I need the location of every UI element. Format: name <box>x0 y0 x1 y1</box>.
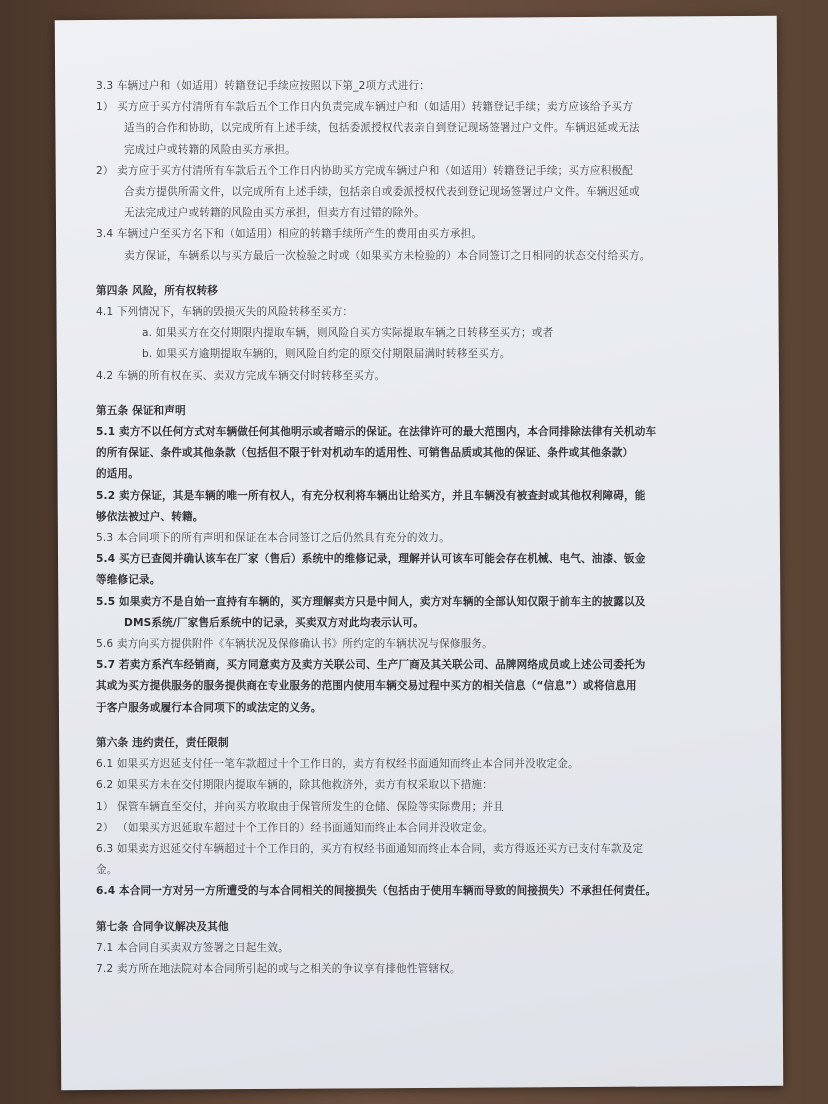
text-line: 卖方保证，车辆系以与买方最后一次检验之时或（如果买方未检验的）本合同签订之日相同的状态交付给买方。 <box>124 249 651 262</box>
text-line: 4.1 下列情况下，车辆的毁损灭失的风险转移至买方： <box>96 306 354 319</box>
text-line: 7.1 本合同自买卖双方签署之日起生效。 <box>96 941 289 954</box>
text-line: 2） 卖方应于买方付清所有车款后五个工作日内协助买方完成车辆过户和（如适用）转籍登记手续；买方应积极配 <box>96 164 633 177</box>
section-heading: 第四条 风险，所有权转移 <box>96 284 219 297</box>
text-line: 3.3 车辆过户和（如适用）转籍登记手续应按照以下第_2项方式进行： <box>96 80 430 92</box>
text-line: 5.3 本合同项下的所有声明和保证在本合同签订之后仍然具有充分的效力。 <box>96 532 450 545</box>
text-line: 6.1 如果买方迟延支付任一笔车款超过十个工作日的，卖方有权经书面通知而终止本合同并没收定金。 <box>96 758 579 771</box>
text-line: 的所有保证、条件或其他条款（包括但不限于针对机动车的适用性、可销售品质或其他的保证、条件或其他条款） <box>96 447 634 460</box>
text-line: 7.2 卖方所在地法院对本合同所引起的或与之相关的争议享有排他性管辖权。 <box>96 962 461 975</box>
contract-text <box>96 76 728 980</box>
text-line: 1） 买方应于买方付清所有车款后五个工作日内负责完成车辆过户和（如适用）转籍登记手续；卖方应该给予买方 <box>96 101 633 114</box>
text-line: 够依法被过户、转籍。 <box>96 510 204 523</box>
text-line: 5.6 卖方向买方提供附件《车辆状况及保修确认书》所约定的车辆状况与保修服务。 <box>96 638 493 651</box>
text-line: 6.3 如果卖方迟延交付车辆超过十个工作日的，买方有权经书面通知而终止本合同，卖方得返还买方已支付车款及定 <box>96 842 644 855</box>
text-line: 等维修记录。 <box>96 574 161 587</box>
text-line: b. 如果买方逾期提取车辆的，则风险自约定的原交付期限届满时转移至买方。 <box>142 348 511 361</box>
text-line: 5.4 买方已查阅并确认该车在厂家（售后）系统中的维修记录，理解并认可该车可能会存在机械、电气、油漆、钣金 <box>96 553 646 566</box>
text-line: 于客户服务或履行本合同项下的或法定的义务。 <box>96 701 322 714</box>
section-heading: 第六条 违约责任，责任限制 <box>96 736 229 749</box>
text-line: 完成过户或转籍的风险由买方承担。 <box>124 143 296 156</box>
text-line: 2） （如果买方迟延取车超过十个工作日的）经书面通知而终止本合同并没收定金。 <box>96 821 494 834</box>
text-line: 1） 保管车辆直至交付，并向买方收取由于保管所发生的仓储、保险等实际费用；并且 <box>96 800 504 813</box>
text-line: 3.4 车辆过户至买方名下和（如适用）相应的转籍手续所产生的费用由买方承担。 <box>96 228 483 241</box>
text-line: 5.2 卖方保证，其是车辆的唯一所有权人，有充分权利将车辆出让给买方，并且车辆没有被查封或其他权利障碍，能 <box>96 489 646 502</box>
text-line: 无法完成过户或转籍的风险由买方承担，但卖方有过错的除外。 <box>124 207 425 220</box>
text-line: 金。 <box>96 864 118 877</box>
section-heading: 第七条 合同争议解决及其他 <box>96 920 229 933</box>
text-line: 4.2 车辆的所有权在买、卖双方完成车辆交付时转移至买方。 <box>96 369 386 382</box>
text-line: 的适用。 <box>96 468 139 481</box>
text-line: 6.2 如果买方未在交付期限内提取车辆的，除其他救济外，卖方有权采取以下措施： <box>96 779 493 792</box>
text-line: 适当的合作和协助，以完成所有上述手续，包括委派授权代表亲自到登记现场签署过户文件。车辆迟延或无法 <box>124 122 640 135</box>
text-line: 5.5 如果卖方不是自始一直持有车辆的，买方理解卖方只是中间人，卖方对车辆的全部认知仅限于前车主的披露以及 <box>96 595 646 608</box>
text-line: 合卖方提供所需文件，以完成所有上述手续，包括亲自或委派授权代表到登记现场签署过户文件。车辆迟延或 <box>124 186 640 199</box>
text-line: 6.4 本合同一方对另一方所遭受的与本合同相关的间接损失（包括由于使用车辆而导致的间接损失）不承担任何责任。 <box>96 885 657 898</box>
text-line: DMS系统/厂家售后系统中的记录，买卖双方对此均表示认可。 <box>124 616 425 629</box>
text-line: a. 如果买方在交付期限内提取车辆，则风险自买方实际提取车辆之日转移至买方；或者 <box>142 327 554 340</box>
section-heading: 第五条 保证和声明 <box>96 404 186 417</box>
text-line: 5.1 卖方不以任何方式对车辆做任何其他明示或者暗示的保证。在法律许可的最大范围内，本合同排除法律有关机动车 <box>96 426 657 439</box>
text-line: 5.7 若卖方系汽车经销商，买方同意卖方及卖方关联公司、生产厂商及其关联公司、品牌网络成员或上述公司委托为 <box>96 659 646 672</box>
text-line: 其或为买方提供服务的服务提供商在专业服务的范围内使用车辆交易过程中买方的相关信息（“信息”）或将信息用 <box>96 680 637 693</box>
